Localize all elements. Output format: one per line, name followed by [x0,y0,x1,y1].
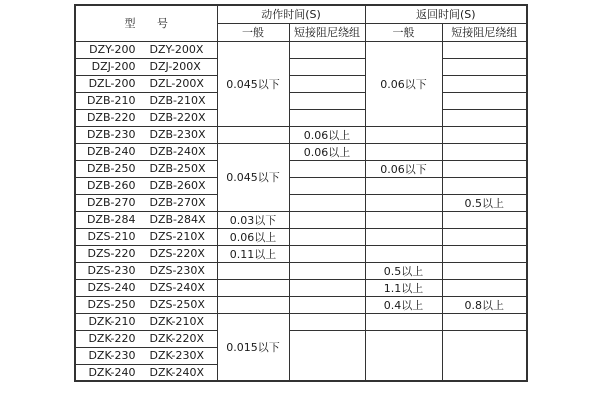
model-name: DZS-230 [87,264,136,277]
return-damping-empty [442,177,527,194]
model-name: DZS-250 [87,298,136,311]
action-general-empty [217,279,289,296]
action-damping-empty [289,109,365,126]
model-cell [75,296,217,313]
table-row [75,245,527,262]
return-general-value: 0.06以下 [365,41,442,126]
model-name: DZB-230 [86,128,136,141]
action-damping-empty [289,75,365,92]
action-damping-empty [289,58,365,75]
model-name-x: DZS-220X [149,247,205,260]
model-name: DZB-210 [86,94,136,107]
return-general-empty [365,177,442,194]
model-cell [75,364,217,381]
action-damping-empty [289,41,365,58]
action-general-empty [217,262,289,279]
model-cell [75,177,217,194]
model-name: DZB-260 [86,179,136,192]
table-row [75,194,527,211]
return-general-header: 一般 [365,23,442,41]
action-damping-empty [289,296,365,313]
model-name-x: DZL-200X [149,77,204,90]
table-row [75,313,527,330]
action-damping-empty [289,160,365,177]
table-row [75,330,527,347]
model-name: DZY-200 [89,43,136,56]
model-cell [75,330,217,347]
return-general-empty [365,211,442,228]
action-damping-value: 0.06以上 [289,126,365,143]
action-damping-empty [289,194,365,211]
table-row [75,126,527,143]
table-row [75,92,527,109]
return-damping-empty [442,109,527,126]
table-row [75,109,527,126]
return-damping-empty [442,160,527,177]
header-row-1 [75,5,527,23]
return-damping-empty [442,228,527,245]
action-damping-empty [289,211,365,228]
relay-spec-table [74,4,528,382]
model-name-x: DZS-240X [149,281,205,294]
model-name: DZJ-200 [91,60,136,73]
return-general-value: 1.1以上 [365,279,442,296]
model-name: DZK-230 [88,349,136,362]
return-damping-empty [442,211,527,228]
model-name-x: DZB-240X [149,145,206,158]
model-name: DZK-240 [88,365,136,379]
return-damping-empty [442,330,527,381]
return-damping-empty [442,75,527,92]
model-name-x: DZY-200X [149,43,204,56]
model-name: DZK-210 [88,315,136,328]
table-row [75,177,527,194]
action-damping-empty [289,245,365,262]
action-general-value: 0.015以下 [217,313,289,381]
return-damping-empty [442,313,527,330]
return-general-empty [365,194,442,211]
model-name-x: DZK-220X [149,332,205,345]
return-damping-header: 短接阻尼绕组 [442,23,527,41]
table-row [75,211,527,228]
model-name: DZB-220 [86,111,136,124]
return-general-value: 0.5以上 [365,262,442,279]
action-damping-empty [289,92,365,109]
action-general-header: 一般 [217,23,289,41]
table-row [75,160,527,177]
model-name: DZS-220 [87,247,136,260]
model-cell [75,75,217,92]
model-name: DZB-240 [86,145,136,158]
model-name-x: DZB-260X [149,179,206,192]
model-cell [75,58,217,75]
model-name: DZS-210 [87,230,136,243]
return-general-empty [365,245,442,262]
model-cell [75,143,217,160]
model-name-x: DZK-230X [149,349,205,362]
table-row [75,41,527,58]
action-general-value: 0.06以上 [217,228,289,245]
model-name-x: DZB-230X [149,128,206,141]
return-general-empty [365,228,442,245]
model-name-x: DZB-220X [149,111,206,124]
table-row [75,143,527,160]
return-general-empty [365,143,442,160]
table-row [75,262,527,279]
model-name-x: DZS-250X [149,298,205,311]
return-general-value: 0.4以上 [365,296,442,313]
table-row [75,296,527,313]
model-name-x: DZS-210X [149,230,205,243]
action-time-header: 动作时间(S) [217,5,365,23]
action-general-empty [217,126,289,143]
model-name-x: DZK-210X [149,315,205,328]
model-name-x: DZJ-200X [149,60,201,73]
model-name-x: DZS-230X [149,264,205,277]
model-cell [75,109,217,126]
model-cell [75,347,217,364]
table-row [75,228,527,245]
action-damping-header: 短接阻尼绕组 [289,23,365,41]
model-cell [75,211,217,228]
return-damping-value: 0.5以上 [442,194,527,211]
model-name-x: DZK-240X [149,365,205,379]
action-general-value: 0.11以上 [217,245,289,262]
model-cell [75,245,217,262]
return-damping-empty [442,245,527,262]
model-cell [75,194,217,211]
model-cell [75,262,217,279]
model-name-x: DZB-250X [149,162,206,175]
return-general-value: 0.06以下 [365,160,442,177]
action-damping-empty [289,177,365,194]
return-general-empty [365,313,442,330]
return-general-empty [365,126,442,143]
action-damping-empty [289,228,365,245]
table-row [75,58,527,75]
action-general-value: 0.045以下 [217,143,289,211]
return-damping-empty [442,279,527,296]
return-damping-empty [442,262,527,279]
model-name: DZB-284 [86,213,136,226]
return-damping-empty [442,58,527,75]
return-damping-empty [442,143,527,160]
return-damping-empty [442,92,527,109]
action-damping-empty [289,262,365,279]
return-time-header: 返回时间(S) [365,5,527,23]
model-name-x: DZB-284X [149,213,206,226]
action-damping-empty [289,279,365,296]
model-cell [75,228,217,245]
model-cell [75,313,217,330]
action-damping-empty [289,330,365,381]
model-cell [75,41,217,58]
model-name: DZL-200 [88,77,136,90]
action-damping-value: 0.06以上 [289,143,365,160]
model-cell [75,126,217,143]
model-name: DZB-270 [86,196,136,209]
model-cell [75,92,217,109]
action-general-value: 0.045以下 [217,41,289,126]
return-damping-value: 0.8以上 [442,296,527,313]
model-name-x: DZB-270X [149,196,206,209]
return-general-empty [365,330,442,381]
model-column-header: 型 号 [75,5,217,41]
model-name: DZK-220 [88,332,136,345]
table-row [75,279,527,296]
model-name: DZS-240 [87,281,136,294]
action-damping-empty [289,313,365,330]
model-cell [75,160,217,177]
model-name: DZB-250 [86,162,136,175]
table-row [75,75,527,92]
action-general-value: 0.03以下 [217,211,289,228]
model-name-x: DZB-210X [149,94,206,107]
spec-table-container [74,4,528,382]
return-damping-empty [442,41,527,58]
model-cell [75,279,217,296]
action-general-empty [217,296,289,313]
return-damping-empty [442,126,527,143]
